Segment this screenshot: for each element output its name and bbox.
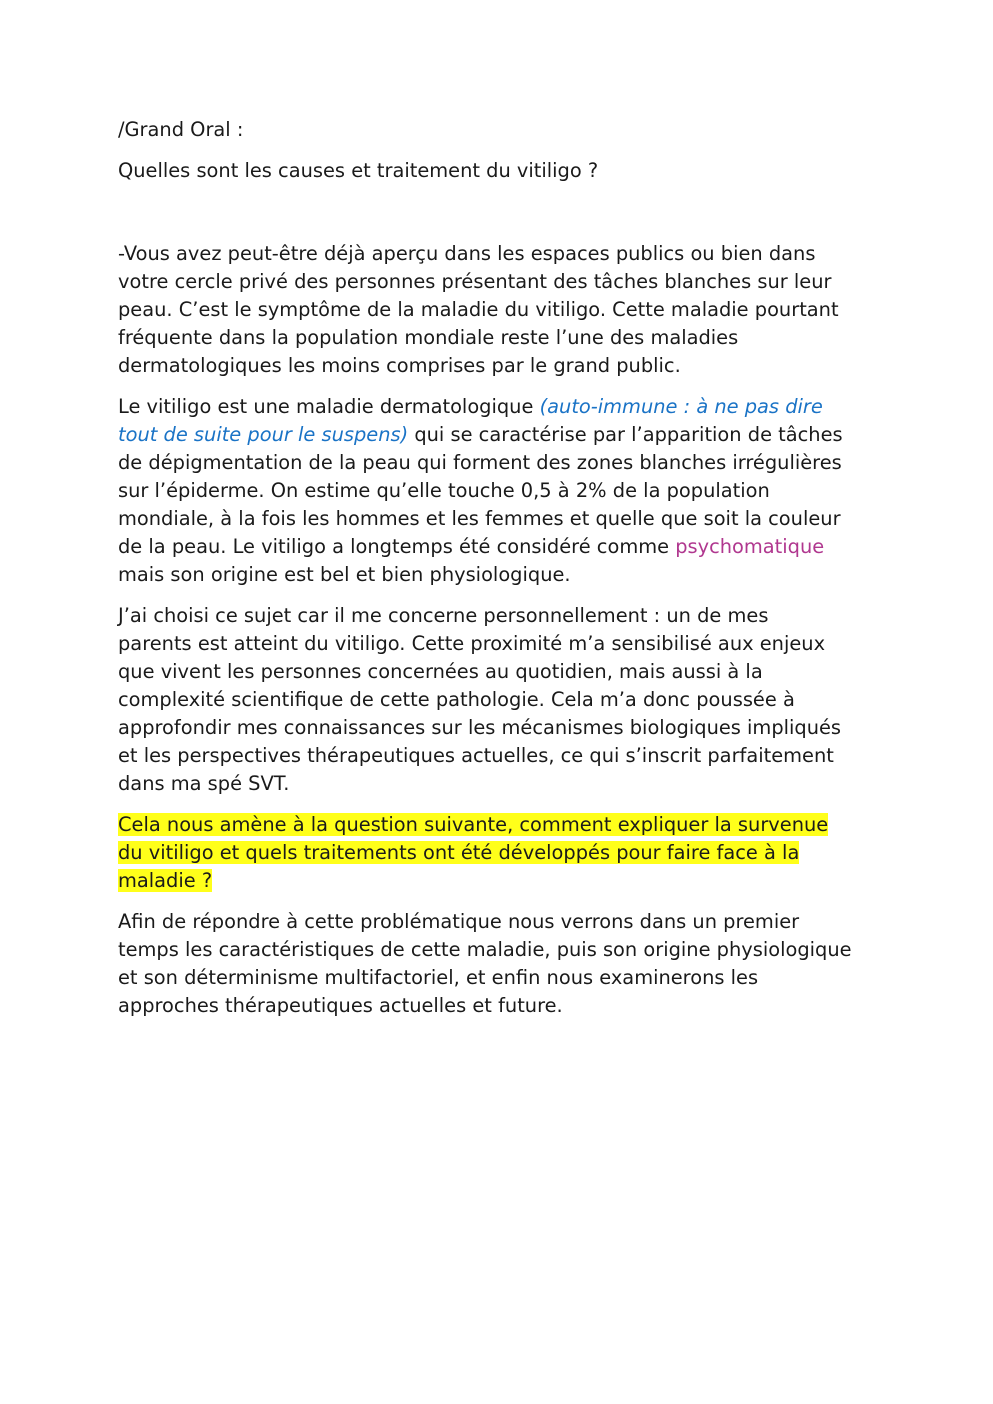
paragraph-line: et les perspectives thérapeutiques actuelles, ce qui s’inscrit parfaitement <box>118 744 834 767</box>
motivation-paragraph <box>118 602 880 798</box>
paragraph-line: mondiale, à la fois les hommes et les femmes et quelle que soit la couleur <box>118 507 841 530</box>
speaker-note-annotation: (auto-immune : à ne pas dire <box>539 395 823 418</box>
paragraph-line: peau. C’est le symptôme de la maladie du vitiligo. Cette maladie pourtant <box>118 298 839 321</box>
document-question <box>118 157 880 185</box>
definition-paragraph <box>118 393 880 589</box>
paragraph-line <box>118 867 880 895</box>
speaker-note-annotation: tout de suite pour le suspens) <box>118 423 409 446</box>
paragraph-text: de la peau. Le vitiligo a longtemps été considéré comme <box>118 535 676 558</box>
paragraph-line: sur l’épiderme. On estime qu’elle touche 0,5 à 2% de la population <box>118 479 770 502</box>
paragraph-line: mais son origine est bel et bien physiologique. <box>118 563 571 586</box>
paragraph-line: Afin de répondre à cette problématique nous verrons dans un premier <box>118 910 800 933</box>
paragraph-line: parents est atteint du vitiligo. Cette proximité m’a sensibilisé aux enjeux <box>118 632 826 655</box>
problematic-paragraph <box>118 811 880 895</box>
highlighted-text: Cela nous amène à la question suivante, comment expliquer la survenue <box>118 813 829 836</box>
paragraph-line: complexité scientifique de cette pathologie. Cela m’a donc poussée à <box>118 688 795 711</box>
paragraph-line: approches thérapeutiques actuelles et future. <box>118 994 563 1017</box>
paragraph-line: votre cercle privé des personnes présentant des tâches blanches sur leur <box>118 270 832 293</box>
paragraph-line <box>118 393 880 421</box>
paragraph-line: approfondir mes connaissances sur les mécanismes biologiques impliqués <box>118 716 842 739</box>
intro-paragraph <box>118 240 880 380</box>
paragraph-line: temps les caractéristiques de cette maladie, puis son origine physiologique <box>118 938 852 961</box>
paragraph-line: dermatologiques les moins comprises par le grand public. <box>118 354 681 377</box>
heading-text: /Grand Oral : <box>118 118 244 141</box>
paragraph-line <box>118 533 880 561</box>
highlighted-text: du vitiligo et quels traitements ont été développés pour faire face à la <box>118 841 800 864</box>
document-body <box>118 116 880 1033</box>
highlighted-text: maladie ? <box>118 869 213 892</box>
question-text: Quelles sont les causes et traitement du vitiligo ? <box>118 159 599 182</box>
paragraph-line <box>118 811 880 839</box>
paragraph-line <box>118 421 880 449</box>
paragraph-line: de dépigmentation de la peau qui forment des zones blanches irrégulières <box>118 451 842 474</box>
paragraph-line: fréquente dans la population mondiale reste l’une des maladies <box>118 326 739 349</box>
plan-paragraph <box>118 908 880 1020</box>
paragraph-text: qui se caractérise par l’apparition de tâches <box>408 423 843 446</box>
document-heading <box>118 116 880 144</box>
paragraph-line: et son déterminisme multifactoriel, et enfin nous examinerons les <box>118 966 759 989</box>
paragraph-line <box>118 839 880 867</box>
paragraph-line: J’ai choisi ce sujet car il me concerne personnellement : un de mes <box>118 604 769 627</box>
paragraph-line: -Vous avez peut-être déjà aperçu dans les espaces publics ou bien dans <box>118 242 816 265</box>
paragraph-line: que vivent les personnes concernées au quotidien, mais aussi à la <box>118 660 763 683</box>
paragraph-text: Le vitiligo est une maladie dermatologique <box>118 395 540 418</box>
paragraph-line: dans ma spé SVT. <box>118 772 290 795</box>
highlighted-term: psychomatique <box>675 535 825 558</box>
